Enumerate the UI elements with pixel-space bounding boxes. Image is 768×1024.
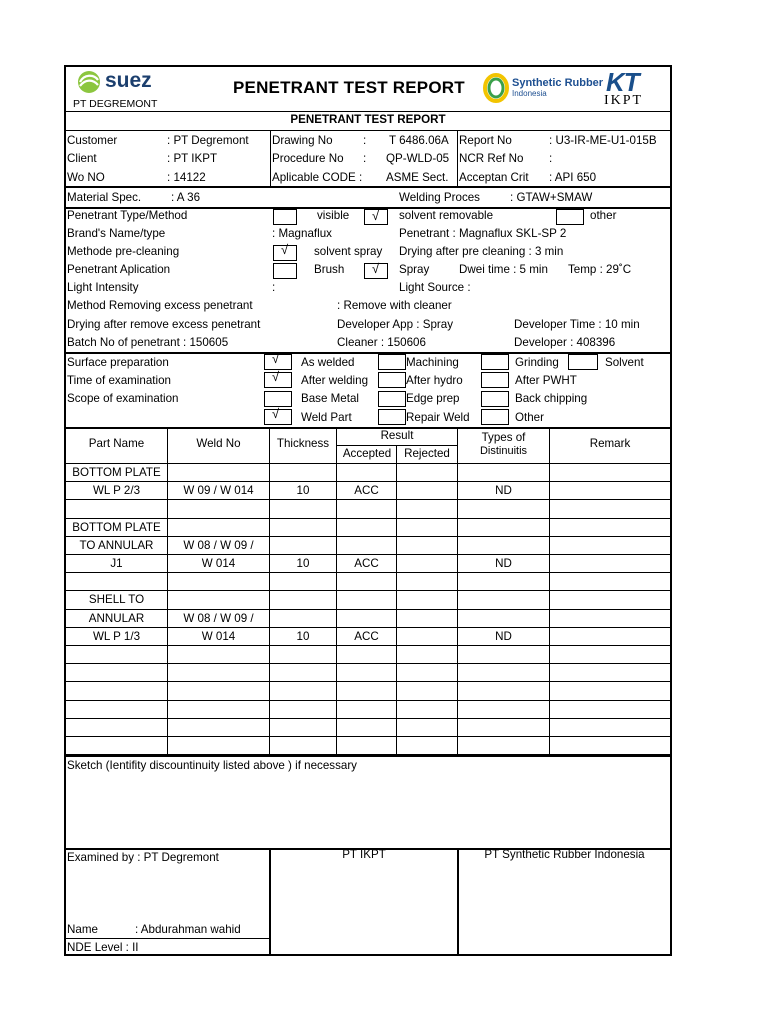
cell-part-name: TO ANNULAR: [79, 538, 154, 552]
cell-part-name: WL P 1/3: [92, 629, 141, 643]
cell-thickness: 10: [296, 629, 310, 643]
cell-weld-no: W 09 / W 014: [183, 484, 254, 498]
col-rejected-header: Rejected: [404, 447, 450, 460]
cell-thickness: 10: [296, 557, 310, 570]
base-metal-label: Base Metal: [301, 392, 359, 405]
developer-time: Developer Time : 10 min: [514, 318, 640, 331]
procedure-colon: :: [363, 152, 367, 165]
col-accepted-header: Accepted: [342, 447, 392, 460]
machining-checkbox[interactable]: [378, 354, 406, 370]
suez-logo-text: suez: [105, 69, 152, 92]
cell-types: ND: [495, 484, 512, 498]
cleaner-no: Cleaner : 150606: [337, 336, 426, 349]
table-row: [66, 737, 670, 755]
table-row: [66, 664, 670, 682]
cell-part-name: J1: [110, 557, 123, 570]
solvent-checkbox[interactable]: [568, 354, 598, 370]
visible-label: visible: [317, 209, 350, 222]
other-checkbox[interactable]: [556, 209, 584, 225]
back-chipping-checkbox[interactable]: [481, 391, 509, 407]
table-row: [66, 610, 670, 628]
procedure-value: QP-WLD-05: [386, 152, 450, 165]
cell-part-name: SHELL TO: [88, 593, 145, 607]
cell-part-name: ANNULAR: [88, 611, 145, 625]
customer-label: Customer: [67, 134, 118, 147]
removing-value: : Remove with cleaner: [337, 299, 452, 312]
solvent-label: Solvent: [605, 356, 644, 369]
table-row: [66, 701, 670, 719]
table-row: [66, 591, 670, 609]
report-value: : U3-IR-ME-U1-015B: [549, 134, 657, 147]
accept-value: : API 650: [549, 171, 597, 184]
grinding-checkbox[interactable]: [481, 354, 509, 370]
solvent-spray-label: solvent spray: [314, 245, 383, 258]
sketch-label: Sketch (Ientifity discountinuity listed above ) if necessary: [67, 759, 357, 772]
table-body: [66, 464, 670, 755]
wo-value: : 14122: [167, 171, 206, 184]
customer-value: : PT Degremont: [167, 134, 249, 147]
col-result-header: Result: [380, 429, 414, 442]
col-thickness-header: Thickness: [276, 437, 330, 450]
dwell-time: Dwei time : 5 min: [459, 263, 548, 276]
table-row: [66, 682, 670, 700]
after-welding-label: After welding: [301, 374, 369, 387]
cell-part-name: BOTTOM PLATE: [72, 520, 161, 534]
cell-accepted: ACC: [354, 484, 379, 498]
col-types-header-1: Types of: [481, 431, 526, 444]
table-row: [66, 500, 670, 518]
table-row: [66, 519, 670, 537]
client-label: Client: [67, 152, 97, 165]
brand-label: Brand's Name/type: [67, 227, 166, 240]
col-part-header: Part Name: [88, 437, 145, 450]
material-label: Material Spec.: [67, 191, 142, 204]
temperature: Temp : 29˚C: [568, 263, 632, 276]
examined-by: Examined by : PT Degremont: [67, 851, 219, 864]
penetrant-type-label: Penetrant Type/Method: [67, 209, 188, 222]
scope-label: Scope of examination: [67, 392, 179, 405]
nde-level: NDE Level : II: [67, 941, 139, 954]
cell-weld-no: W 08 / W 09 /: [183, 611, 254, 625]
cell-types: ND: [495, 629, 512, 643]
name-value: : Abdurahman wahid: [135, 923, 241, 936]
brush-label: Brush: [314, 263, 345, 276]
subtitle: PENETRANT TEST REPORT: [290, 113, 446, 126]
edge-prep-checkbox[interactable]: [378, 391, 406, 407]
cell-accepted: ACC: [354, 557, 379, 570]
check-mark-icon: √: [372, 208, 380, 223]
surface-label: Surface preparation: [67, 356, 169, 369]
light-label: Light Intensity: [67, 281, 139, 294]
check-mark-icon: √: [272, 406, 280, 421]
repair-weld-checkbox[interactable]: [378, 409, 406, 425]
welding-value: : GTAW+SMAW: [510, 191, 593, 204]
code-label: Aplicable CODE :: [272, 171, 363, 184]
light-value: :: [272, 281, 276, 294]
repair-weld-label: Repair Weld: [406, 411, 470, 424]
cell-thickness: 10: [296, 484, 310, 498]
cell-weld-no: W 014: [201, 629, 236, 643]
accept-label: Acceptan Crit: [459, 171, 529, 184]
synthetic-logo-line2: Indonesia: [512, 89, 547, 98]
procedure-label: Procedure No: [272, 152, 344, 165]
machining-label: Machining: [406, 356, 459, 369]
page-title: PENETRANT TEST REPORT: [233, 78, 465, 97]
table-row: [66, 628, 670, 646]
synthetic-rubber-ring-icon: [482, 73, 510, 103]
table-row: [66, 573, 670, 591]
drawing-label: Drawing No: [272, 134, 333, 147]
visible-checkbox[interactable]: [273, 209, 297, 225]
check-mark-icon: √: [281, 242, 289, 257]
time-label: Time of examination: [67, 374, 171, 387]
drying-pre-text: Drying after pre cleaning : 3 min: [399, 245, 564, 258]
spray-label: Spray: [399, 263, 430, 276]
application-label: Penetrant Aplication: [67, 263, 171, 276]
check-mark-icon: √: [372, 261, 380, 276]
check-mark-icon: √: [272, 369, 280, 384]
ncr-value: :: [549, 152, 553, 165]
name-label: Name: [67, 923, 98, 936]
developer-no: Developer : 408396: [514, 336, 616, 349]
weld-part-label: Weld Part: [301, 411, 352, 424]
after-pwht-label: After PWHT: [515, 374, 577, 387]
table-row: [66, 464, 670, 482]
after-hydro-label: After hydro: [406, 374, 463, 387]
cell-types: ND: [495, 557, 512, 570]
code-value: ASME Sect.: [386, 171, 449, 184]
base-metal-checkbox[interactable]: [264, 391, 292, 407]
material-value: : A 36: [171, 191, 201, 204]
light-source: Light Source :: [399, 281, 471, 294]
other-label: other: [590, 209, 617, 222]
table-row: [66, 482, 670, 500]
report-sheet: [64, 65, 672, 956]
pt-synthetic-signature: PT Synthetic Rubber Indonesia: [484, 848, 645, 861]
drawing-value: T 6486.06A: [389, 134, 449, 147]
penetrant-value: Penetrant : Magnaflux SKL-SP 2: [399, 227, 567, 240]
synthetic-rubber-logo: [482, 71, 602, 105]
developer-app: Developer App : Spray: [337, 318, 454, 331]
col-remark-header: Remark: [589, 437, 631, 450]
cell-accepted: ACC: [354, 629, 379, 643]
brand-value: : Magnaflux: [272, 227, 332, 240]
company-left: PT DEGREMONT: [73, 98, 158, 110]
solvent-removable-label: solvent removable: [399, 209, 494, 222]
other-surface-checkbox[interactable]: [481, 409, 509, 425]
edge-prep-label: Edge prep: [406, 392, 460, 405]
client-value: : PT IKPT: [167, 152, 218, 165]
ikpt-logo-text: IKPT: [604, 93, 644, 108]
removing-label: Method Removing excess penetrant: [67, 299, 253, 312]
table-row: [66, 555, 670, 573]
other-surface-label: Other: [515, 411, 544, 424]
wo-label: Wo NO: [67, 171, 105, 184]
ncr-label: NCR Ref No: [459, 152, 524, 165]
table-row: [66, 537, 670, 555]
brush-checkbox[interactable]: [273, 263, 297, 279]
pt-ikpt-signature: PT IKPT: [342, 848, 386, 861]
cell-part-name: BOTTOM PLATE: [72, 466, 161, 479]
table-row: [66, 719, 670, 737]
drawing-colon: :: [363, 134, 367, 147]
col-types-header-2: Distinuitis: [479, 445, 528, 457]
kt-logo-text: KT: [606, 67, 639, 97]
synthetic-logo-line1: Synthetic Rubber: [512, 77, 604, 89]
welding-label: Welding Proces: [399, 191, 480, 204]
suez-logo: [76, 69, 166, 95]
col-weld-header: Weld No: [196, 437, 241, 450]
results-table: [66, 429, 670, 755]
kt-ikpt-logo: [602, 69, 662, 109]
table-row: [66, 646, 670, 664]
cell-weld-no: W 014: [201, 557, 236, 570]
after-hydro-checkbox[interactable]: [378, 372, 406, 388]
back-chipping-label: Back chipping: [515, 392, 588, 405]
report-label: Report No: [459, 134, 512, 147]
batch-no: Batch No of penetrant : 150605: [67, 336, 229, 349]
as-welded-label: As welded: [301, 356, 355, 369]
grinding-label: Grinding: [515, 356, 559, 369]
cell-weld-no: W 08 / W 09 /: [183, 538, 254, 552]
check-mark-icon: √: [272, 351, 280, 366]
suez-swirl-icon: [76, 70, 102, 94]
precleaning-label: Methode pre-cleaning: [67, 245, 180, 258]
after-pwht-checkbox[interactable]: [481, 372, 509, 388]
cell-part-name: WL P 2/3: [92, 484, 141, 498]
drying-remove-label: Drying after remove excess penetrant: [67, 318, 261, 331]
